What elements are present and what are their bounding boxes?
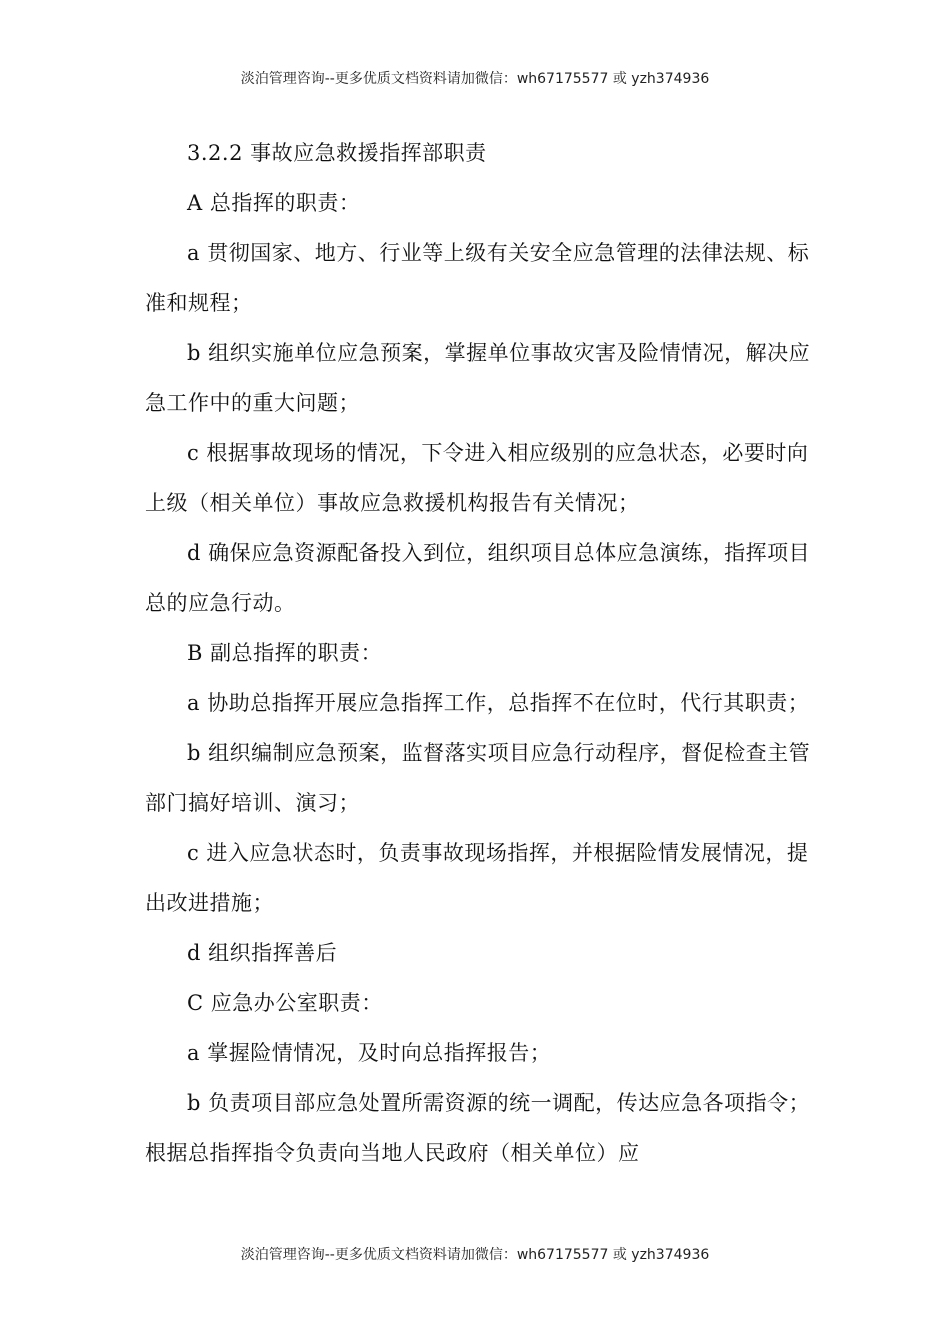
document-body — [145, 128, 815, 1178]
section-heading: 3.2.2 事故应急救援指挥部职责 — [187, 141, 487, 165]
page-header: 淡泊管理咨询--更多优质文档资料请加微信：wh67175577 或 yzh374936 — [240, 71, 710, 87]
paragraph: b 组织实施单位应急预案，掌握单位事故灾害及险情情况，解决应急工作中的重大问题； — [145, 341, 811, 415]
paragraph: b 负责项目部应急处置所需资源的统一调配，传达应急各项指令；根据总指挥指令负责向当地人民政府（相关单位）应 — [145, 1091, 811, 1165]
subsection-a-heading: A 总指挥的职责： — [187, 191, 361, 215]
paragraph: b 组织编制应急预案，监督落实项目应急行动程序，督促检查主管部门搞好培训、演习； — [145, 741, 811, 815]
paragraph: c 进入应急状态时，负责事故现场指挥，并根据险情发展情况，提出改进措施； — [145, 841, 809, 915]
paragraph: d 组织指挥善后 — [187, 941, 338, 965]
paragraph: d 确保应急资源配备投入到位，组织项目总体应急演练，指挥项目总的应急行动。 — [145, 541, 811, 615]
subsection-b-heading: B 副总指挥的职责： — [187, 641, 383, 665]
page-footer: 淡泊管理咨询--更多优质文档资料请加微信：wh67175577 或 yzh374936 — [240, 1247, 710, 1263]
paragraph: a 贯彻国家、地方、行业等上级有关安全应急管理的法律法规、标准和规程； — [145, 241, 810, 315]
paragraph: c 根据事故现场的情况，下令进入相应级别的应急状态，必要时向上级（相关单位）事故应急救援机构报告有关情况； — [145, 441, 809, 515]
paragraph: a 掌握险情情况，及时向总指挥报告； — [187, 1041, 552, 1065]
paragraph: a 协助总指挥开展应急指挥工作，总指挥不在位时，代行其职责； — [187, 691, 810, 715]
subsection-c-heading: C 应急办公室职责： — [187, 991, 383, 1015]
